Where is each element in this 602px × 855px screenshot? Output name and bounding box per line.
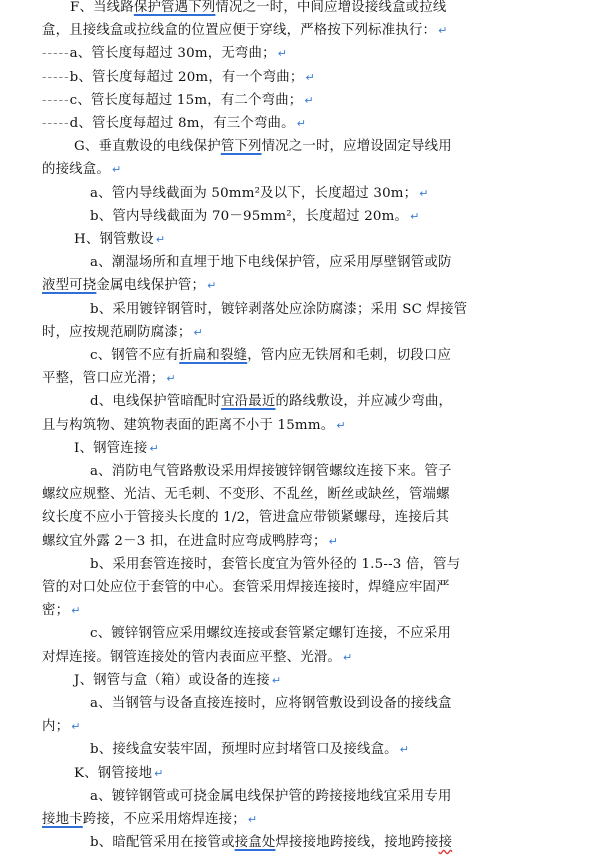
text-run: 情况之一时，应增设固定导线用 xyxy=(261,139,452,155)
paragraph-mark-icon: ↵ xyxy=(438,24,448,38)
paragraph-mark-icon: ↵ xyxy=(328,534,338,548)
text-run: F、当线路 xyxy=(70,0,134,15)
text-run: d、电线保护管暗配时 xyxy=(90,394,222,410)
paragraph-mark-icon: ↵ xyxy=(166,372,176,386)
text-run: b、采用镀锌钢管时，镀锌剥落处应涂防腐漆；采用 SC 焊接管 xyxy=(90,301,468,317)
paragraph-mark-icon: ↵ xyxy=(71,604,81,618)
text-run: 管下列 xyxy=(220,139,262,155)
paragraph-mark-icon: ↵ xyxy=(71,720,81,734)
paragraph-mark-icon: ↵ xyxy=(271,673,282,687)
text-line xyxy=(42,715,81,739)
text-run: I、钢管连接 xyxy=(74,440,148,456)
text-run: 接 xyxy=(438,835,453,851)
text-line xyxy=(42,483,450,507)
tab-leader: ----- xyxy=(42,92,70,108)
text-run: a、消防电气管路敷设采用焊接镀锌钢管螺纹连接下来。管子 xyxy=(90,464,452,479)
text-run: 保护管遇下列 xyxy=(133,0,216,15)
text-line xyxy=(42,506,449,530)
text-run: 平整，管口应光滑； xyxy=(42,371,165,387)
text-run: 接地卡 xyxy=(42,812,83,827)
text-line xyxy=(70,0,446,20)
text-line xyxy=(42,321,203,345)
text-line xyxy=(42,808,257,832)
text-run: a、潮湿场所和直埋于地下电线保护管，应采用厚壁钢管或防 xyxy=(90,255,452,271)
text-line xyxy=(42,42,287,66)
text-run: G、垂直敷设的电线保护 xyxy=(74,139,221,155)
paragraph-mark-icon: ↵ xyxy=(296,117,307,130)
text-line xyxy=(42,274,217,298)
text-run: 内； xyxy=(42,719,70,735)
text-line xyxy=(42,599,81,623)
tab-leader: ----- xyxy=(42,69,70,85)
text-line xyxy=(42,66,315,90)
text-run: 管的对口处应位于套管的中心。套管采用焊接连接时，焊缝应牢固严 xyxy=(42,580,450,595)
text-line xyxy=(74,135,452,159)
text-run: c、钢管不应有 xyxy=(90,348,180,363)
paragraph-mark-icon: ↵ xyxy=(399,743,410,757)
text-line xyxy=(90,692,452,716)
text-run: 情况之一时，中间应增设接线盒或拉线 xyxy=(215,0,447,15)
text-run: b、采用套管连接时，套管长度宜为管外径的 1.5--3 倍，管与 xyxy=(90,556,461,572)
text-line xyxy=(74,437,159,461)
text-line xyxy=(90,182,429,206)
text-run: b、接线盒安装牢固，预埋时应封堵管口及接线盒。 xyxy=(90,742,398,758)
text-line xyxy=(90,251,452,275)
paragraph-mark-icon: ↵ xyxy=(305,70,315,84)
text-line xyxy=(90,298,467,322)
text-run: 金属电线保护管； xyxy=(96,278,206,294)
text-run: 液型可挠 xyxy=(42,278,97,294)
text-run: c、镀锌钢管应采用螺纹连接或套管紧定螺钉连接，不应采用 xyxy=(90,626,452,642)
text-run: 的接线盒。 xyxy=(42,162,110,178)
text-run: 对焊连接。钢管连接处的管内表面应平整、光滑。 xyxy=(42,649,341,665)
text-run: 密； xyxy=(42,603,70,619)
text-run: c、管长度每超过 15m，有二个弯曲； xyxy=(69,92,303,108)
text-run: 螺纹应规整、光洁、无毛刺、不变形、不乱丝，断丝或缺丝，管端螺 xyxy=(42,487,450,503)
text-line xyxy=(42,19,448,43)
text-run: d、管长度每超过 8m，有三个弯曲。 xyxy=(69,116,295,131)
text-line xyxy=(90,831,452,855)
text-run: 纹长度不应小于管接头长度的 1/2，管进盒应带锁紧螺母，连接后其 xyxy=(42,510,450,526)
text-run: H、钢管敷设 xyxy=(74,232,154,247)
text-run: b、暗配管采用在接管或 xyxy=(90,835,235,851)
paragraph-mark-icon: ↵ xyxy=(154,766,164,780)
text-line xyxy=(42,530,338,554)
paragraph-mark-icon: ↵ xyxy=(304,93,314,107)
tab-leader: ----- xyxy=(42,116,70,131)
paragraph-mark-icon: ↵ xyxy=(111,163,122,177)
text-run: 跨接，不应采用熔焊连接； xyxy=(82,812,246,827)
paragraph-mark-icon: ↵ xyxy=(410,209,420,223)
text-run: b、管内导线截面为 70－95mm²，长度超过 20m。 xyxy=(90,208,409,224)
paragraph-mark-icon: ↵ xyxy=(193,325,203,339)
text-line xyxy=(42,414,346,438)
text-run: a、当钢管与设备直接连接时，应将钢管敷设到设备的接线盒 xyxy=(90,696,452,711)
text-run: J、钢管与盒（箱）或设备的连接 xyxy=(74,672,270,688)
paragraph-mark-icon: ↵ xyxy=(155,233,166,246)
text-line xyxy=(90,738,409,762)
text-line xyxy=(42,367,176,391)
text-run: 且与构筑物、建筑物表面的距离不小于 15mm。 xyxy=(42,417,335,433)
paragraph-mark-icon: ↵ xyxy=(207,279,217,293)
text-run: 焊接接地跨接线，接地跨接 xyxy=(275,835,439,851)
text-line xyxy=(74,669,281,693)
text-line xyxy=(74,762,164,786)
paragraph-mark-icon: ↵ xyxy=(277,47,288,61)
text-line xyxy=(42,646,352,670)
text-line xyxy=(74,228,165,252)
text-line xyxy=(42,158,121,182)
paragraph-mark-icon: ↵ xyxy=(343,650,353,664)
paragraph-mark-icon: ↵ xyxy=(247,813,258,826)
text-run: 的路线敷设，并应减少弯曲， xyxy=(275,394,453,410)
text-run: 折扁和裂缝 xyxy=(179,348,248,363)
paragraph-mark-icon: ↵ xyxy=(149,441,159,455)
paragraph-mark-icon: ↵ xyxy=(336,418,346,432)
text-line xyxy=(90,344,451,368)
text-line xyxy=(42,89,314,113)
text-run: 接盒处 xyxy=(234,835,276,851)
text-line xyxy=(42,576,450,600)
text-run: a、镀锌钢管或可挠金属电线保护管的跨接接地线宜采用专用 xyxy=(90,788,452,804)
text-line xyxy=(90,390,452,414)
text-run: 时，应按规范刷防腐漆； xyxy=(42,324,192,340)
text-run: K、钢管接地 xyxy=(74,765,153,781)
text-run: ，管内应无铁屑和毛刺，切段口应 xyxy=(247,348,452,363)
paragraph-mark-icon: ↵ xyxy=(419,186,429,200)
text-run: a、管长度每超过 30m，无弯曲； xyxy=(69,46,276,62)
text-run: 宜沿最近 xyxy=(221,394,276,410)
text-line xyxy=(90,553,460,577)
tab-leader: ----- xyxy=(42,46,70,62)
text-run: a、管内导线截面为 50mm²及以下，长度超过 30m； xyxy=(90,185,418,201)
text-line xyxy=(90,622,451,646)
text-line xyxy=(90,460,452,484)
text-run: 螺纹宜外露 2－3 扣，在进盒时应弯成鸭脖弯； xyxy=(42,533,327,549)
text-line xyxy=(90,785,452,809)
text-run: 盒，且接线盒或拉线盒的位置应便于穿线，严格按下列标准执行： xyxy=(42,23,437,39)
text-line xyxy=(90,205,420,229)
text-line xyxy=(42,112,306,136)
text-run: b、管长度每超过 20m，有一个弯曲； xyxy=(69,69,304,85)
